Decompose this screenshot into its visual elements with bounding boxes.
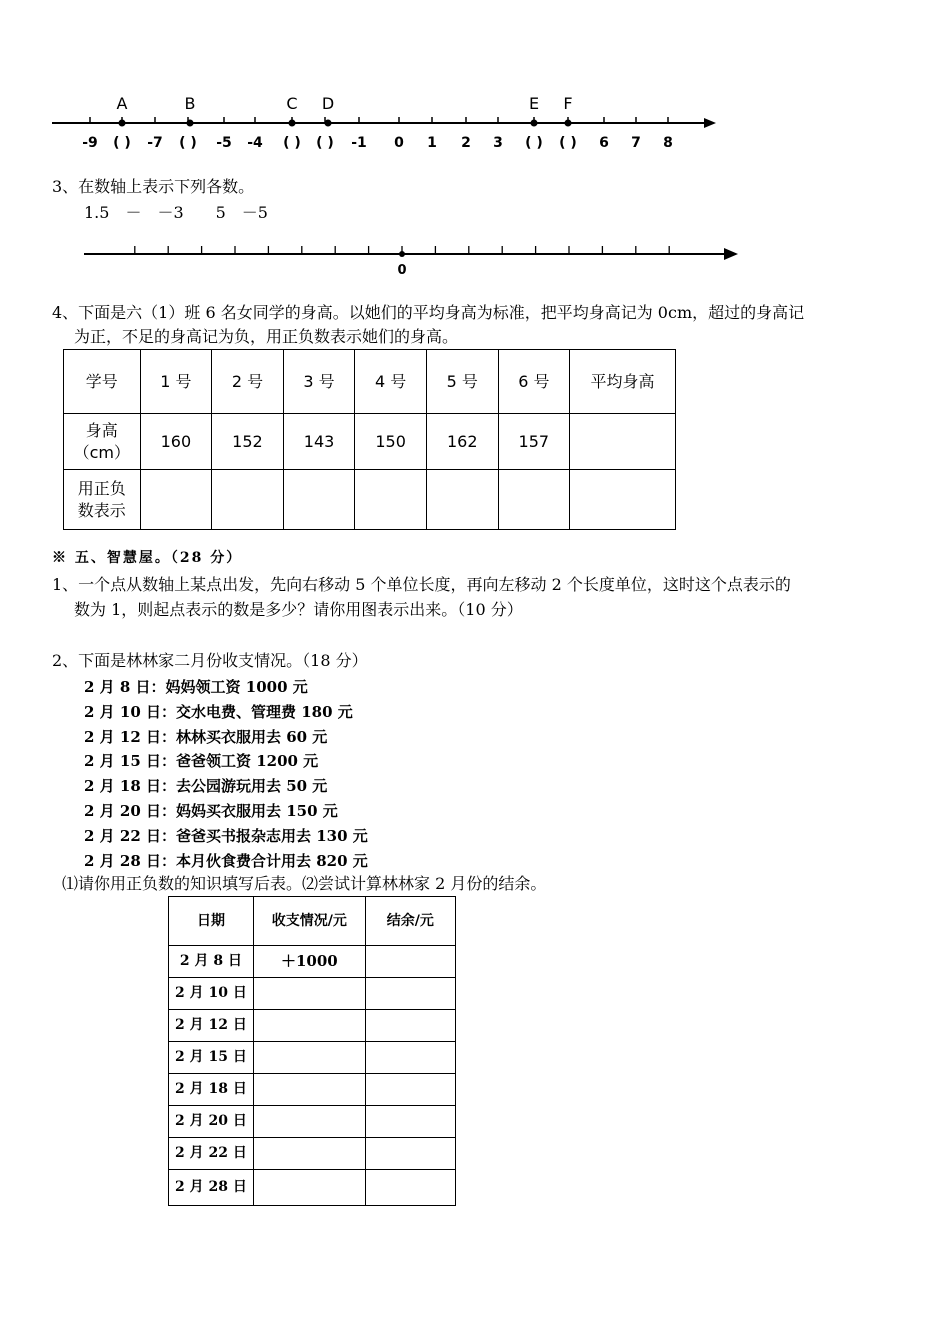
tick-label: 6 [599,135,609,151]
header-cell: 4 号 [355,350,427,414]
signed-cell[interactable] [498,470,570,530]
height-cell: 152 [212,414,284,470]
q3-title: 3、在数轴上表示下列各数。 [52,177,255,196]
finance-row [169,1106,456,1138]
finance-date-cell: 2 月 20 日 [169,1106,254,1138]
finance-amount-cell[interactable] [253,1074,365,1106]
point-e-dot [531,120,538,127]
finance-balance-cell[interactable] [365,1042,455,1074]
finance-date-cell: 2 月 22 日 [169,1138,254,1170]
point-label: B [184,94,196,113]
section5-title: ※ 五、智慧屋。（28 分） [52,550,243,566]
finance-balance-cell[interactable] [365,1074,455,1106]
finance-amount-cell[interactable] [253,1170,365,1206]
entries-list [84,675,368,873]
finance-balance-cell[interactable] [365,1170,455,1206]
tick-label: 3 [493,135,503,151]
tick-label: -5 [216,135,232,151]
header-cell: 6 号 [498,350,570,414]
finance-table [168,896,456,1206]
signed-cell[interactable] [355,470,427,530]
point-label: C [286,94,298,113]
finance-row [169,946,456,978]
finance-amount-cell[interactable] [253,1042,365,1074]
height-row-label: 身高（cm） [64,414,141,470]
entry: 2 月 18 日：去公园游玩用去 50 元 [84,777,328,796]
tick-label: -1 [351,135,367,151]
finance-amount-cell[interactable] [253,978,365,1010]
header-cell: 2 号 [212,350,284,414]
blank-answer-slot[interactable]: ( ) [559,135,577,151]
point-f-dot [565,120,572,127]
point-a-dot [119,120,126,127]
header-cell: 1 号 [140,350,212,414]
finance-date-cell: 2 月 18 日 [169,1074,254,1106]
blank-answer-slot[interactable]: ( ) [525,135,543,151]
height-row [64,414,676,470]
finance-amount-cell[interactable] [253,1010,365,1042]
entry: 2 月 8 日：妈妈领工资 1000 元 [84,678,308,696]
finance-date-cell: 2 月 8 日 [169,946,254,978]
q3-zero-label: 0 [397,263,407,278]
s5-q2-title: 2、下面是林林家二月份收支情况。（18 分） [52,651,368,670]
s5-instructions: ⑴请你用正负数的知识填写后表。⑵尝试计算林林家 2 月份的结余。 [62,874,547,893]
finance-header-date: 日期 [169,897,254,946]
point-label: A [116,94,128,113]
entry: 2 月 22 日：爸爸买书报杂志用去 130 元 [84,826,368,845]
header-cell-average: 平均身高 [570,350,676,414]
finance-amount-cell[interactable]: ＋1000 [253,946,365,978]
top-number-line [0,85,740,160]
entry: 2 月 12 日：林林买衣服用去 60 元 [84,727,328,746]
blank-answer-slot[interactable]: ( ) [316,135,334,151]
blank-answer-slot[interactable]: ( ) [283,135,301,151]
point-b-dot [187,120,194,127]
header-cell: 5 号 [426,350,498,414]
finance-row [169,1074,456,1106]
top-axis-arrow [704,118,716,128]
signed-cell[interactable] [426,470,498,530]
finance-header-amount: 收支情况/元 [253,897,365,946]
signed-row [64,470,676,530]
s5-q1-line1: 1、一个点从数轴上某点出发，先向右移动 5 个单位长度，再向左移动 2 个长度单位，这时这个点表示的 [52,575,791,594]
finance-row [169,1042,456,1074]
q4-line2: 为正，不足的身高记为负，用正负数表示她们的身高。 [74,327,459,346]
blank-answer-slot[interactable]: ( ) [179,135,197,151]
finance-header-balance: 结余/元 [365,897,455,946]
signed-cell[interactable] [283,470,355,530]
finance-balance-cell[interactable] [365,1138,455,1170]
height-cell: 150 [355,414,427,470]
point-label: F [563,94,573,113]
height-cell: 157 [498,414,570,470]
finance-header-row [169,897,456,946]
height-table-header-row [64,350,676,414]
tick-label: 1 [427,135,437,151]
height-cell: 160 [140,414,212,470]
point-c-dot [289,120,296,127]
height-cell: 162 [426,414,498,470]
tick-label: -7 [147,135,163,151]
finance-date-cell: 2 月 12 日 [169,1010,254,1042]
tick-label: 2 [461,135,471,151]
height-table [63,349,676,530]
blank-answer-slot[interactable]: ( ) [113,135,131,151]
entry: 2 月 15 日：爸爸领工资 1200 元 [84,752,319,771]
finance-amount-cell[interactable] [253,1106,365,1138]
s5-q1-line2: 数为 1，则起点表示的数是多少？请你用图表示出来。（10 分） [74,600,523,619]
entry: 2 月 10 日：交水电费、管理费 180 元 [84,702,353,721]
finance-row [169,1170,456,1206]
tick-label: -4 [247,135,263,151]
point-d-dot [325,120,332,127]
tick-label: 8 [663,135,673,151]
height-cell: 143 [283,414,355,470]
finance-balance-cell[interactable] [365,1010,455,1042]
tick-label: -9 [82,135,98,151]
q3-axis-arrow [724,248,738,260]
signed-cell[interactable] [212,470,284,530]
finance-balance-cell[interactable] [365,946,455,978]
signed-cell[interactable] [570,470,676,530]
header-cell: 3 号 [283,350,355,414]
entry: 2 月 28 日：本月伙食费合计用去 820 元 [84,851,368,870]
finance-row [169,1138,456,1170]
finance-amount-cell[interactable] [253,1138,365,1170]
finance-date-cell: 2 月 28 日 [169,1170,254,1206]
tick-label: 7 [631,135,641,151]
header-cell: 学号 [64,350,141,414]
q4-line1: 4、下面是六（1）班 6 名女同学的身高。以她们的平均身高为标准，把平均身高记为 0cm，超过的身高记 [52,303,805,322]
height-cell [570,414,676,470]
point-label: E [528,94,540,113]
point-label: D [321,94,335,113]
tick-label: 0 [394,135,404,151]
finance-balance-cell[interactable] [365,1106,455,1138]
finance-balance-cell[interactable] [365,978,455,1010]
finance-date-cell: 2 月 15 日 [169,1042,254,1074]
finance-row [169,1010,456,1042]
q3-zero-dot [399,251,405,257]
q3-numbers: 1.5 － －3 5 －5 [84,203,268,222]
finance-date-cell: 2 月 10 日 [169,978,254,1010]
finance-row [169,978,456,1010]
signed-row-label: 用正负数表示 [64,470,141,530]
entry: 2 月 20 日：妈妈买衣服用去 150 元 [84,801,338,820]
signed-cell[interactable] [140,470,212,530]
q3-number-line [0,236,760,282]
